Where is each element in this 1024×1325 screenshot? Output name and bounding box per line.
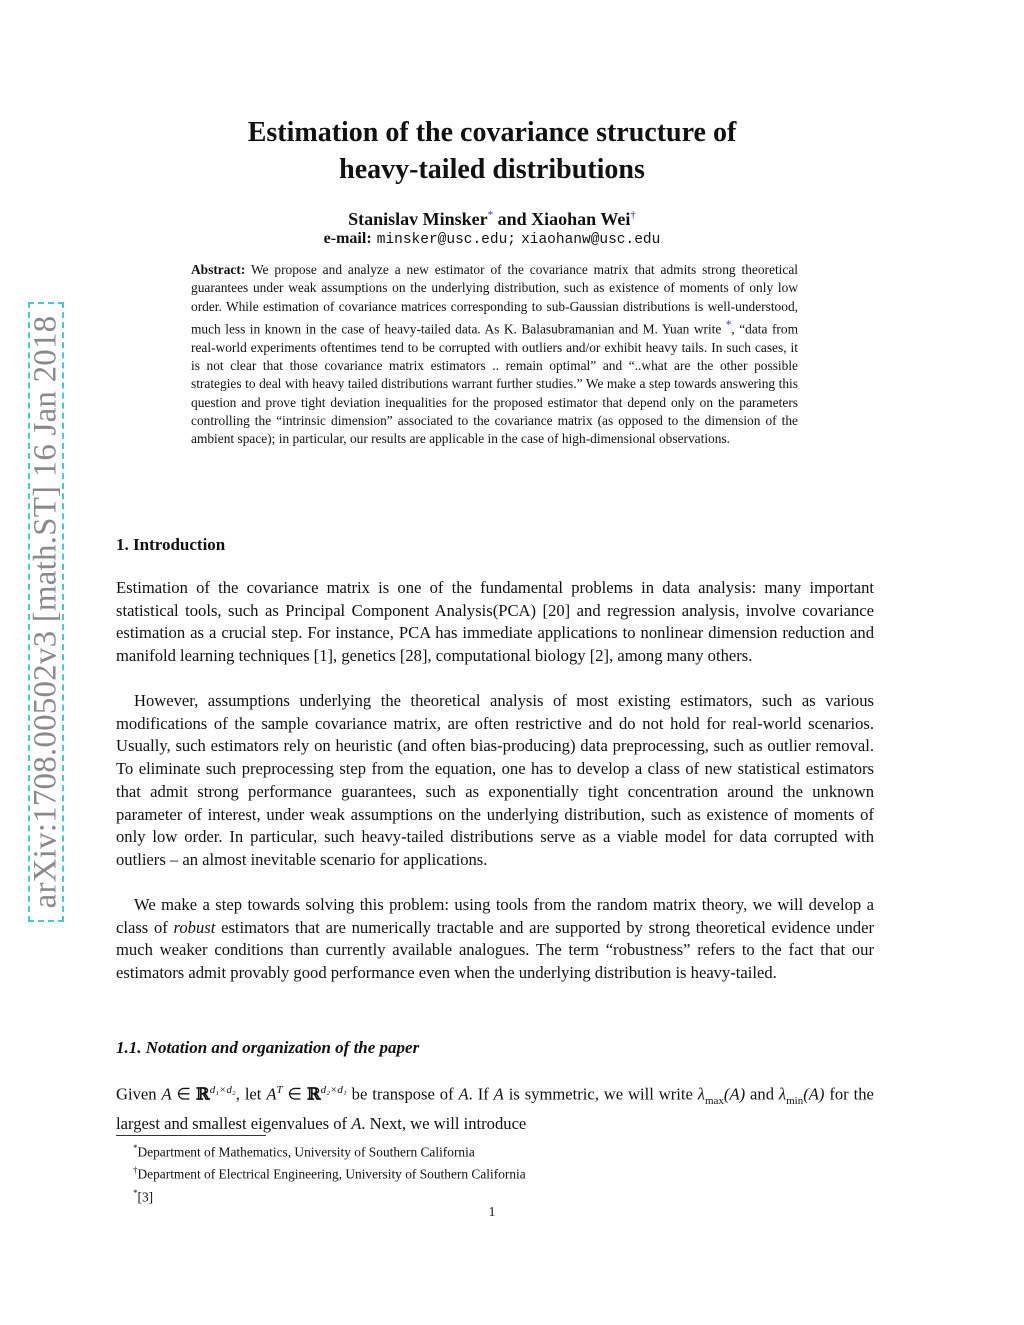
- math-lambda-min: λ: [778, 1084, 787, 1104]
- footnote-1: [133, 1139, 526, 1161]
- footnote-3-mark: *: [133, 1187, 138, 1198]
- footnotes: [133, 1139, 526, 1206]
- notation-be-transpose: be transpose of: [351, 1084, 454, 1104]
- title-line-1: Estimation of the covariance structure of: [247, 117, 737, 148]
- math-min-sub: min: [786, 1094, 804, 1107]
- notation-if: . If: [468, 1084, 489, 1104]
- intro-paragraph-3-part-b: estimators that are numerically tractable and are supported by strong theoretical evidence under much weaker conditions than currently available analogues. The term “robustness” refers to the fact that our estimators admit provably good performance even when the underlying distribution is heavy-tailed.: [116, 917, 874, 983]
- math-dims-2: d₂×d₁: [320, 1084, 347, 1096]
- notation-is-symmetric: is symmetric, we will write: [508, 1084, 693, 1104]
- math-A-4: A: [351, 1113, 362, 1133]
- notation-and: and: [750, 1084, 774, 1104]
- email-1[interactable]: minsker@usc.edu: [376, 232, 508, 248]
- author-2: Xiaohan Wei: [531, 209, 631, 229]
- math-reals-2: ℝ: [306, 1083, 321, 1104]
- intro-paragraph-1: Estimation of the covariance matrix is one of the fundamental problems in data analysis: many important statistical tools, such as Principal Component Analysis(PCA) [20] and regression analysis, involve covariance estimation as a crucial step. For instance, PCA has immediate applications to nonlinear dimension reduction and manifold learning techniques [1], genetics [28], computational biology [2], among many others.: [116, 578, 874, 666]
- email-2[interactable]: xiaohanw@usc.edu: [521, 232, 661, 248]
- authors: [140, 204, 844, 230]
- footnote-3-citation[interactable]: [3]: [137, 1189, 154, 1205]
- footnote-1-mark: *: [133, 1143, 138, 1153]
- math-paren-A: (A): [723, 1084, 746, 1104]
- math-lambda-max: λ: [697, 1084, 705, 1104]
- math-dims-1: d₁×d₂: [209, 1084, 236, 1096]
- abstract-text-2: , “data from real-world experiments oftentimes tend to be corrupted with outliers and/or exhibit heavy tails. In such cases, it is not clear that those covariance matrix estimators .. remain optimal” and “..what are the other possible strategies to deal with heavy tailed distributions warrant further studies.” We make a step towards answering this question and prove tight deviation inequalities for the proposed estimator that depend only on the parameters controlling the “intrinsic dimension” associated to the covariance matrix (as opposed to the dimension of the ambient space); in particular, our results are applicable in the case of high-dimensional observations.: [191, 321, 798, 447]
- math-A: A: [161, 1084, 172, 1104]
- notation-paragraph: [116, 1079, 874, 1135]
- author-1: Stanislav Minsker: [348, 209, 488, 229]
- subsection-heading-notation: 1.1. Notation and organization of the paper: [116, 1038, 420, 1057]
- section-heading-introduction: 1. Introduction: [116, 535, 226, 554]
- abstract: [191, 261, 798, 448]
- math-A-transpose-base: A: [266, 1084, 277, 1104]
- footnote-2-mark: †: [133, 1165, 138, 1176]
- author-2-footnote-mark[interactable]: †: [630, 209, 636, 221]
- arxiv-stamp[interactable]: [28, 302, 64, 922]
- intro-paragraph-3-part-a: We make a step towards solving this problem: using tools from the random matrix theory, we will develop a class of: [116, 895, 874, 937]
- math-in: ∈: [176, 1084, 191, 1104]
- abstract-text-1: We propose and analyze a new estimator of the covariance matrix that admits strong theoretical guarantees under weak assumptions on the underlying distribution, such as existence of moments of only low order. While estimation of covariance matrices corresponding to sub-Gaussian distributions is well-understood, much less in known in the case of heavy-tailed data. As K. Balasubramanian and M. Yuan write: [191, 262, 799, 337]
- footnote-1-text: Department of Mathematics, University of Southern California: [137, 1144, 475, 1160]
- notation-given: Given: [116, 1084, 157, 1104]
- author-1-footnote-mark[interactable]: *: [487, 209, 494, 221]
- abstract-label: Abstract:: [191, 262, 246, 277]
- math-reals: ℝ: [195, 1083, 210, 1104]
- math-transpose-sup: T: [276, 1084, 283, 1096]
- math-A-3: A: [493, 1084, 504, 1104]
- intro-paragraph-2: However, assumptions underlying the theoretical analysis of most existing estimators, such as various modifications of the sample covariance matrix, are often restrictive and do not hold for real-world scenarios. Usually, such estimators rely on heuristic (and often bias-producing) data preprocessing, such as outlier removal. To eliminate such preprocessing step from the equation, one has to develop a class of new statistical estimators that admit strong performance guarantees, such as exponentially tight concentration around the unknown parameter of interest, under weak assumptions on the underlying distribution, such as existence of moments of only low order. In particular, such heavy-tailed distributions serve as a viable model for data corrupted with outliers – an almost inevitable scenario for applications.: [116, 691, 874, 869]
- authors-conjunction: and: [497, 209, 527, 229]
- notation-for-the: for the largest and smallest eigenvalues of: [116, 1084, 874, 1133]
- footnote-2: [133, 1161, 526, 1183]
- emails: e-mail: minsker@usc.edu; xiaohanw@usc.edu: [323, 230, 661, 248]
- math-in-2: ∈: [287, 1084, 302, 1104]
- math-A-2: A: [458, 1084, 469, 1104]
- math-paren-A-2: (A): [803, 1084, 825, 1104]
- email-label: e-mail:: [323, 230, 372, 247]
- notation-let: , let: [235, 1084, 262, 1104]
- math-max-sub: max: [704, 1094, 724, 1107]
- abstract-footnote-ref[interactable]: *: [725, 318, 732, 331]
- title-line-2: heavy-tailed distributions: [339, 154, 645, 185]
- footnote-divider: [116, 1135, 266, 1136]
- footnote-2-text: Department of Electrical Engineering, University of Southern California: [137, 1166, 526, 1182]
- paper-title: [140, 114, 844, 188]
- notation-next: . Next, we will introduce: [361, 1113, 527, 1133]
- arxiv-stamp-text: arXiv:1708.00502v3 [math.ST] 16 Jan 2018: [27, 315, 64, 909]
- page-number: 1: [488, 1204, 496, 1219]
- intro-paragraph-3-emphasis: robust: [173, 917, 216, 937]
- intro-paragraph-3: [116, 894, 874, 985]
